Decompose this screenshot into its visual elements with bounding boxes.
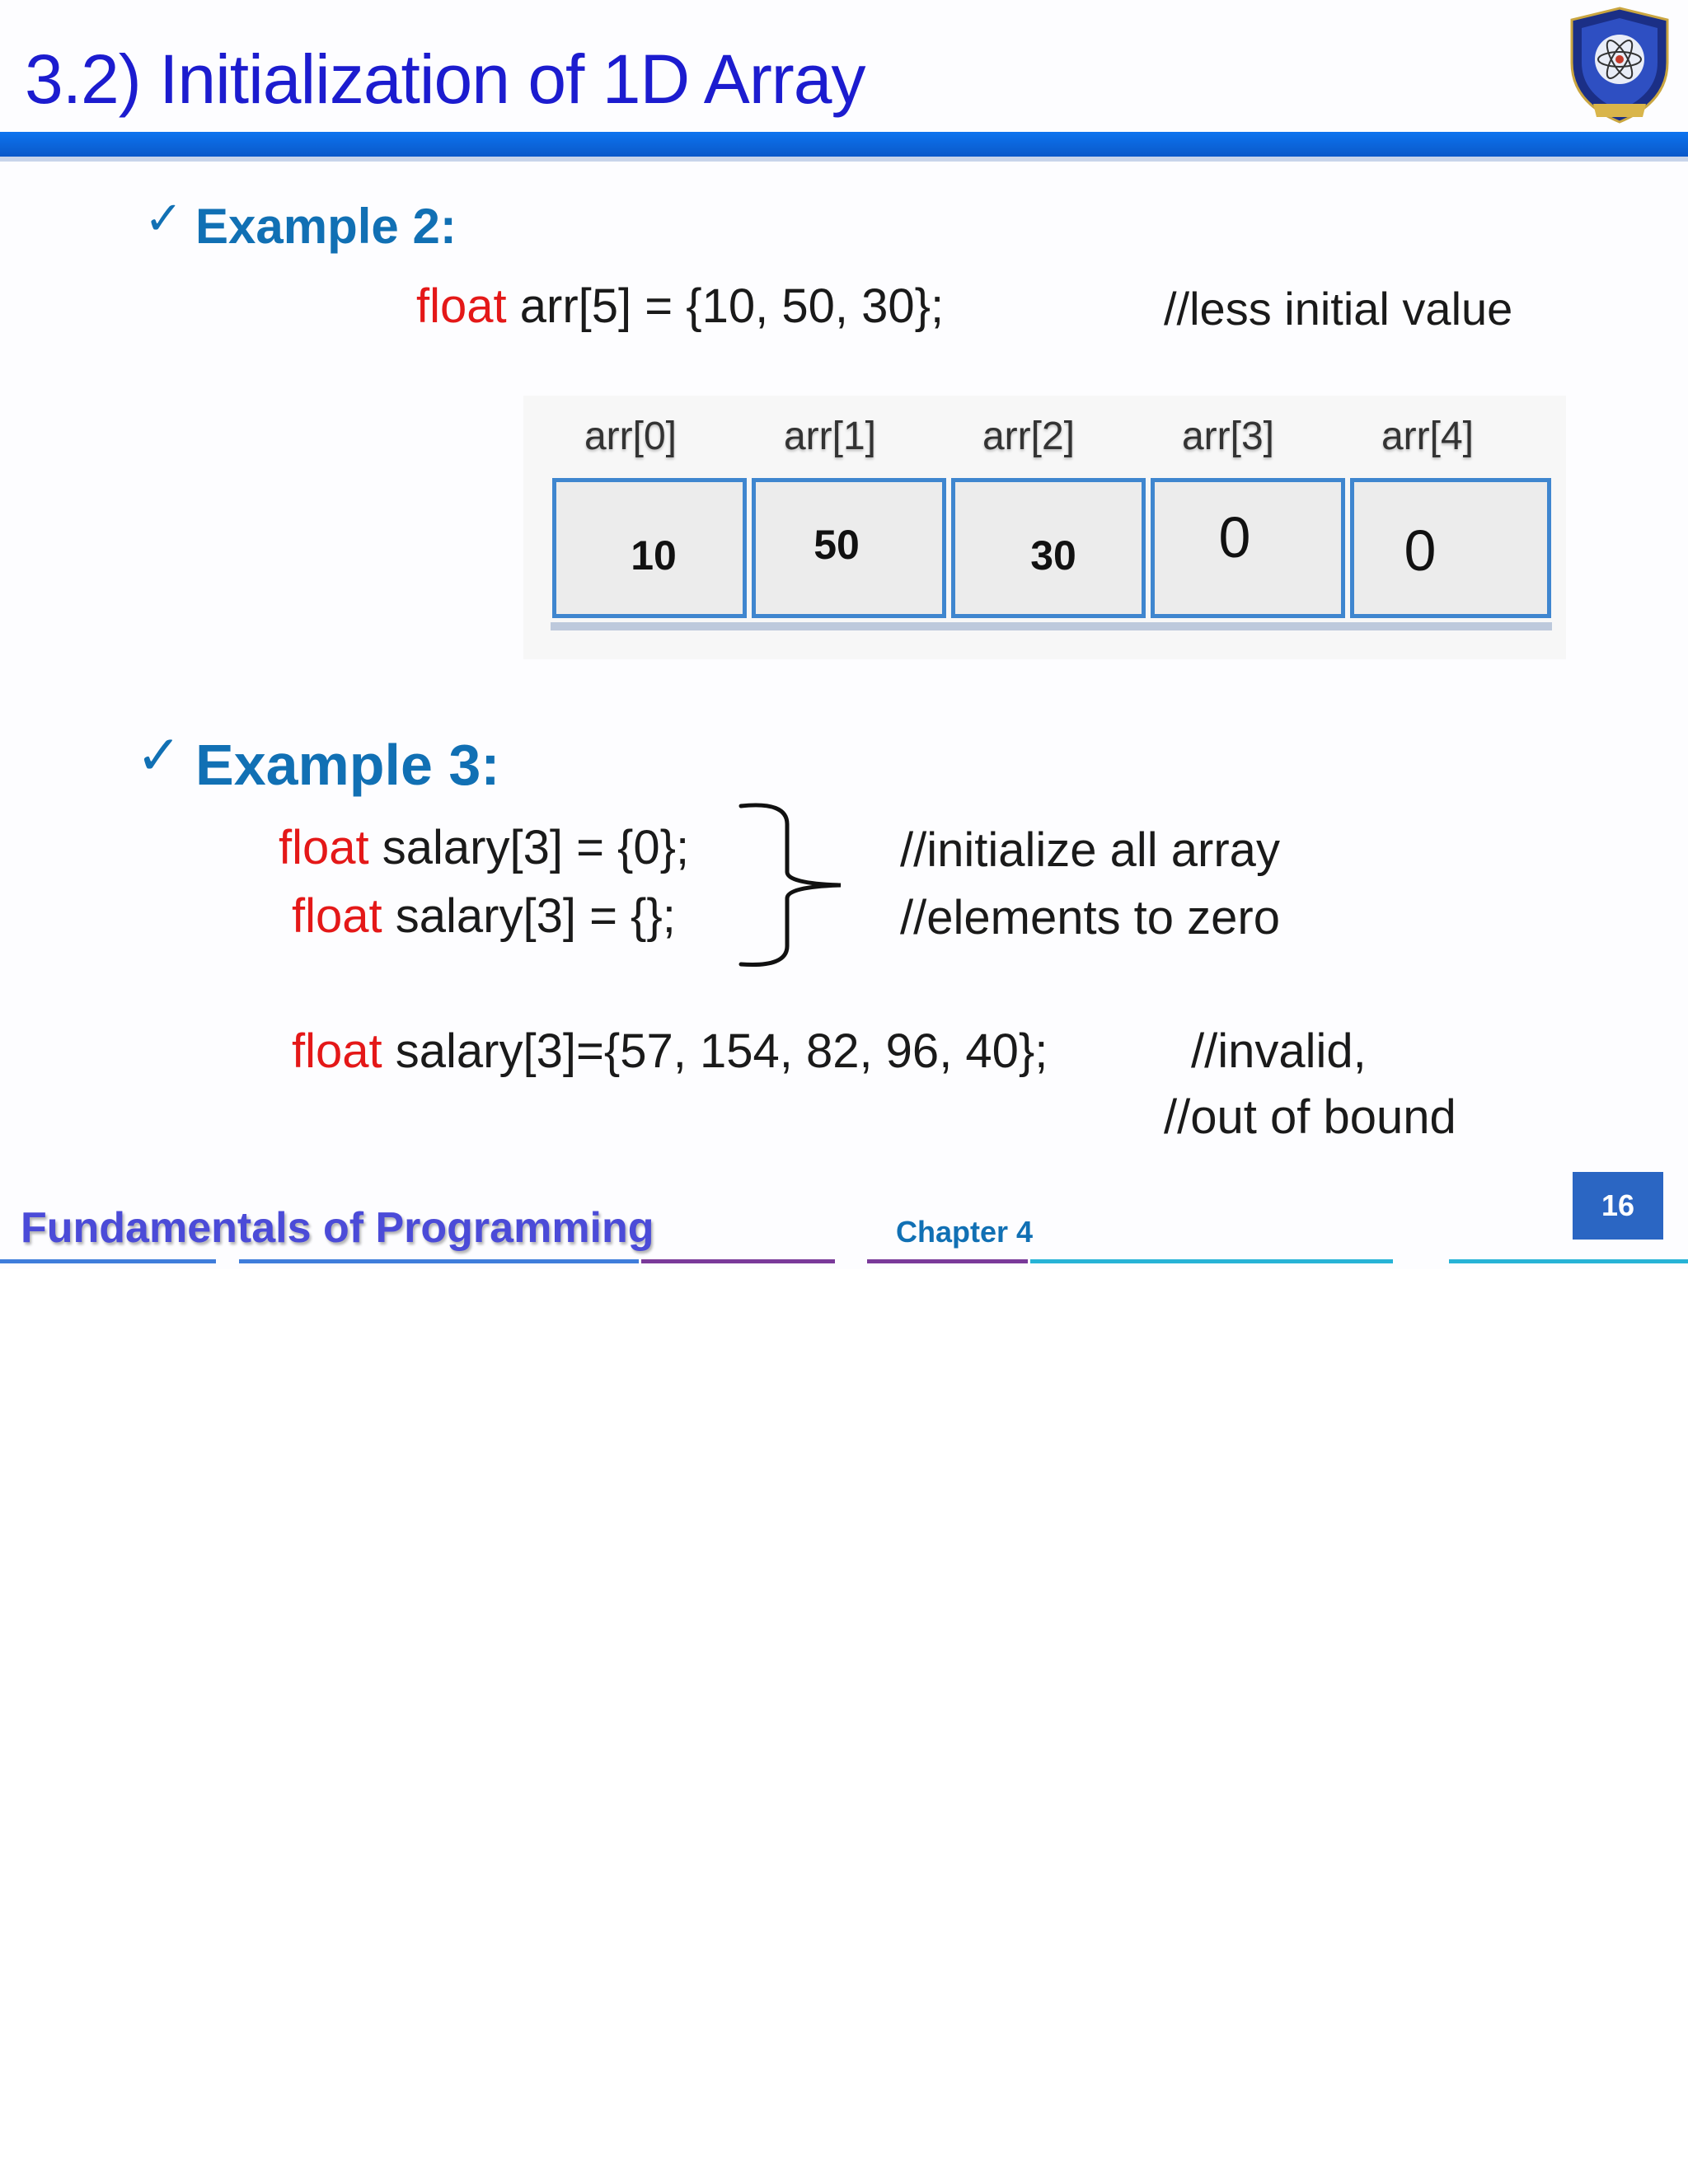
keyword-float: float — [416, 279, 507, 333]
keyword-float: float — [292, 889, 382, 943]
checkmark-icon: ✓ — [144, 192, 183, 244]
title-bar — [0, 132, 1688, 157]
footer-line — [0, 1259, 216, 1263]
footer-chapter: Chapter 4 — [896, 1215, 1034, 1249]
footer-line — [239, 1259, 639, 1263]
checkmark-icon: ✓ — [136, 724, 182, 785]
university-logo-icon — [1562, 5, 1677, 129]
footer-course-title: Fundamentals of Programming — [21, 1204, 654, 1252]
example3-comment1: //initialize all array — [900, 823, 1280, 877]
keyword-float: float — [279, 821, 369, 874]
example2-code — [416, 279, 944, 334]
slide-title: 3.2) Initialization of 1D Array — [25, 40, 865, 118]
array-index-0: arr[0] — [584, 415, 678, 458]
keyword-float: float — [292, 1024, 382, 1078]
footer-line — [1449, 1259, 1688, 1263]
array-index-1: arr[1] — [783, 415, 877, 458]
array-value-4: 0 — [1404, 518, 1437, 583]
example3-comment2: //elements to zero — [900, 891, 1280, 944]
footer-line — [1030, 1259, 1393, 1263]
page-number: 16 — [1573, 1172, 1663, 1240]
example2-comment: //less initial value — [1164, 283, 1513, 335]
example3-line2 — [292, 888, 676, 944]
array-index-4: arr[4] — [1381, 415, 1475, 458]
curly-brace-icon — [729, 799, 853, 972]
example3-line2-rest: salary[3] = {}; — [382, 889, 676, 943]
array-value-0: 10 — [631, 532, 677, 579]
footer-line — [641, 1259, 835, 1263]
array-index-2: arr[2] — [982, 415, 1076, 458]
example3-comment4: //out of bound — [1164, 1090, 1456, 1144]
example3-line1 — [279, 820, 689, 875]
example3-line3-rest: salary[3]={57, 154, 82, 96, 40}; — [382, 1024, 1048, 1078]
footer-line — [867, 1259, 1028, 1263]
array-value-2: 30 — [1030, 532, 1076, 579]
array-index-3: arr[3] — [1181, 415, 1275, 458]
example2-heading-text: Example 2: — [195, 199, 457, 254]
example2-code-rest: arr[5] = {10, 50, 30}; — [506, 279, 945, 333]
example3-line3 — [292, 1024, 1048, 1079]
array-shadow — [551, 622, 1552, 630]
array-value-3: 0 — [1218, 505, 1251, 569]
example3-heading-text: Example 3: — [195, 733, 500, 797]
example3-comment3: //invalid, — [1191, 1024, 1367, 1078]
example3-line1-rest: salary[3] = {0}; — [368, 821, 690, 874]
array-value-1: 50 — [814, 522, 860, 568]
title-bar-shadow — [0, 157, 1688, 162]
